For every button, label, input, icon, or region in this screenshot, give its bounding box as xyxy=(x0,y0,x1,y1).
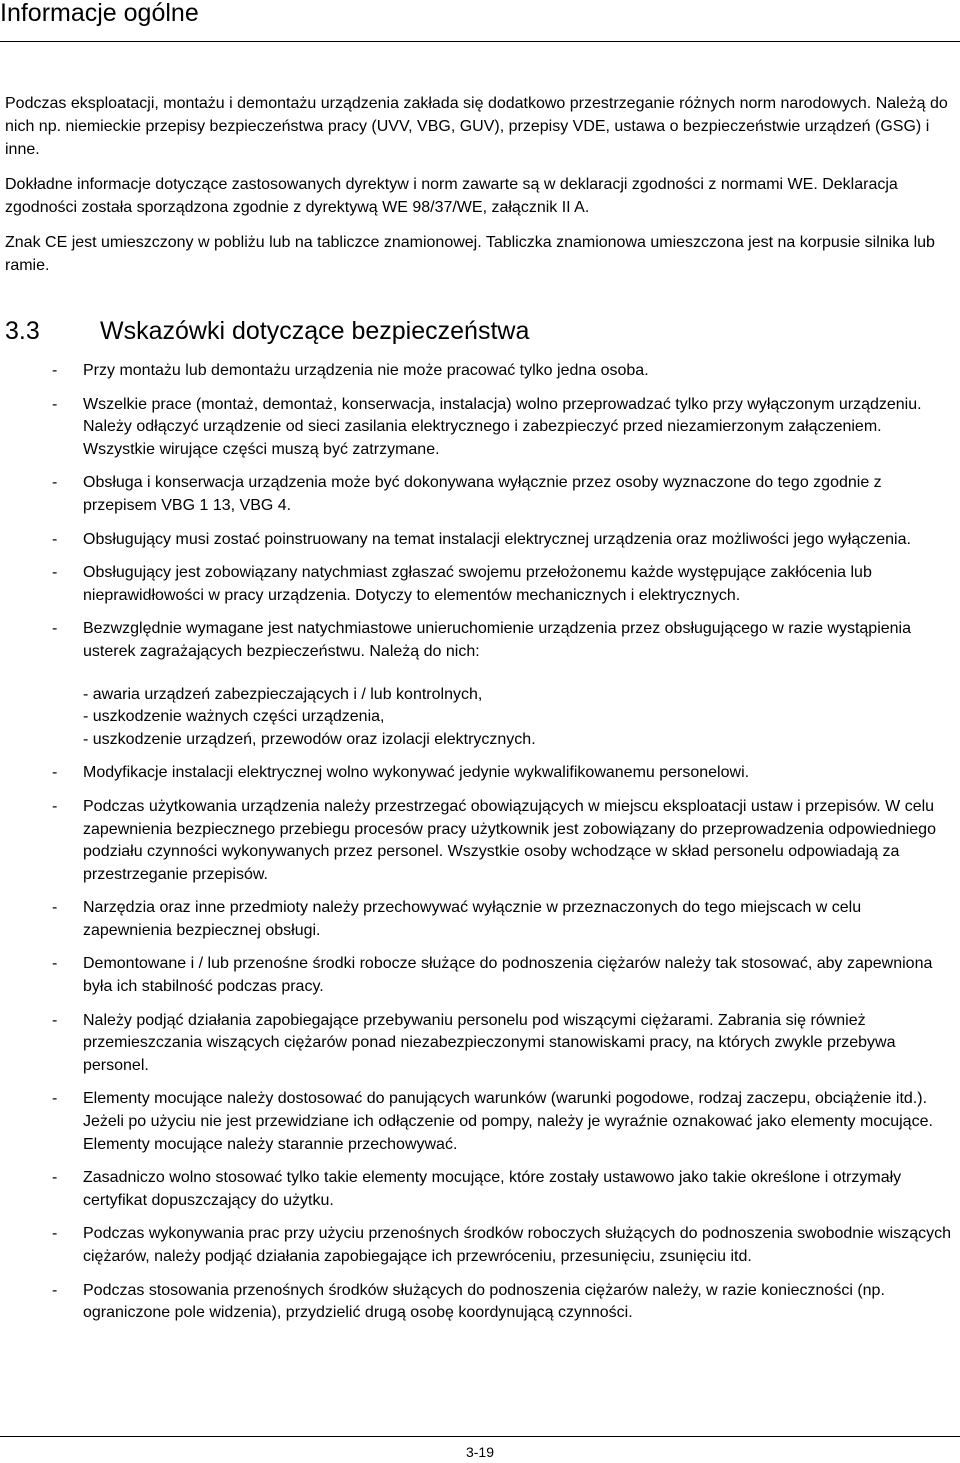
bullet-marker: - xyxy=(52,955,58,973)
list-item-text: Wszelkie prace (montaż, demontaż, konserwacja, instalacja) wolno przeprowadzać tylko przy wyłączonym urządzeniu. Należy odłączyć urządzenie od sieci zasilania elektrycznego i zabezpieczyć przed niezamierzonym załączeniem. Wszystkie wirujące części muszą być zatrzymane. xyxy=(83,395,922,458)
page-number: 3-19 xyxy=(465,1444,495,1460)
section-heading xyxy=(5,314,529,348)
hazard-item: - uszkodzenie urządzeń, przewodów oraz izolacji elektrycznych. xyxy=(83,730,536,748)
bullet-marker: - xyxy=(52,362,58,379)
list-item xyxy=(52,1088,952,1156)
bullet-marker: - xyxy=(52,899,58,917)
hazard-sublist xyxy=(83,684,952,752)
bullet-marker: - xyxy=(52,474,58,492)
list-item-text: Przy montażu lub demontażu urządzenia nie może pracować tylko jedna osoba. xyxy=(83,362,649,379)
bullet-marker: - xyxy=(52,1225,58,1243)
list-item xyxy=(52,360,952,383)
page-title: Informacje ogólne xyxy=(0,0,199,27)
bullet-marker: - xyxy=(52,1011,58,1029)
list-item xyxy=(52,897,952,942)
list-item-text: Należy podjąć działania zapobiegające przebywaniu personelu pod wiszącymi ciężarami. Zabrania się również przemieszczania wiszących ciężarów ponad niezabezpieczonymi stanowiskami pracy, na których zwykle przebywa personel. xyxy=(83,1011,896,1074)
header-divider xyxy=(0,41,960,42)
intro-paragraph-ce-mark: Znak CE jest umieszczony w pobliżu lub na tabliczce znamionowej. Tabliczka znamionowa umieszczona jest na korpusie silnika lub ramie. xyxy=(5,234,935,274)
list-item xyxy=(52,394,952,462)
list-item-text: Obsługujący jest zobowiązany natychmiast zgłaszać swojemu przełożonemu każde występujące zakłócenia lub nieprawidłowości w pracy urządzenia. Dotyczy to elementów mechanicznych i elektrycznych. xyxy=(83,564,872,604)
bullet-marker: - xyxy=(52,395,58,413)
footer-divider xyxy=(0,1436,960,1437)
list-item xyxy=(52,472,952,517)
list-item xyxy=(52,953,952,998)
hazard-item: - uszkodzenie ważnych części urządzenia, xyxy=(83,708,385,726)
list-item xyxy=(52,529,952,552)
hazard-item: - awaria urządzeń zabezpieczających i / lub kontrolnych, xyxy=(83,685,483,703)
bullet-marker: - xyxy=(52,530,58,548)
bullet-marker: - xyxy=(52,564,58,582)
list-item-text: Elementy mocujące należy dostosować do panujących warunków (warunki pogodowe, rodzaj zaczepu, obciążenie itd.). Jeżeli po użyciu nie jest przewidziane ich odłączenie od pompy, należy je wyraźnie oznakować jako elementy mocujące. Elementy mocujące należy starannie przechowywać. xyxy=(83,1090,933,1153)
list-item-text: Narzędzia oraz inne przedmioty należy przechowywać wyłącznie w przeznaczonych do tego miejscach w celu zapewnienia bezpiecznej obsługi. xyxy=(83,899,862,939)
list-item xyxy=(52,1223,952,1268)
list-item-text: Podczas użytkowania urządzenia należy przestrzegać obowiązujących w miejscu eksploatacji ustaw i przepisów. W celu zapewnienia bezpiecznego przebiegu procesów pracy użytkownik jest zobowiązany do przeprowadzenia odpowiedniego podziału czynności wykonywanych przez personel. Wszystkie osoby wchodzące w skład personelu odpowiadają za przestrzeganie przepisów. xyxy=(83,797,936,883)
list-item xyxy=(52,762,952,785)
list-item xyxy=(52,562,952,607)
bullet-marker: - xyxy=(52,1281,58,1299)
list-item xyxy=(52,618,952,751)
list-item-text: Podczas stosowania przenośnych środków służących do podnoszenia ciężarów należy, w razie konieczności (np. ograniczone pole widzenia), przydzielić drugą osobę koordynującą czynności. xyxy=(83,1281,885,1322)
bullet-marker: - xyxy=(52,797,58,815)
list-item-text: Bezwzględnie wymagane jest natychmiastowe unieruchomienie urządzenia przez obsługującego w razie wystąpienia usterek zagrażających bezpieczeństwu. Należą do nich: xyxy=(83,620,912,660)
list-item-text: Obsługa i konserwacja urządzenia może być dokonywana wyłącznie przez osoby wyznaczone do tego zgodnie z przepisem VBG 1 13, VBG 4. xyxy=(83,474,882,514)
list-item-text: Demontowane i / lub przenośne środki robocze służące do podnoszenia ciężarów należy tak stosować, aby zapewniona była ich stabilność podczas pracy. xyxy=(83,955,933,996)
list-item xyxy=(52,1010,952,1078)
intro-section xyxy=(5,92,950,289)
list-item xyxy=(52,1280,952,1325)
bullet-marker: - xyxy=(52,764,58,782)
intro-paragraph-declaration: Dokładne informacje dotyczące zastosowanych dyrektyw i norm zawarte są w deklaracji zgodności z normami WE. Deklaracja zgodności została sporządzona zgodnie z dyrektywą WE 98/37/WE, załącznik II A. xyxy=(5,176,898,216)
bullet-marker: - xyxy=(52,1090,58,1108)
list-item xyxy=(52,796,952,886)
intro-paragraph-norms: Podczas eksploatacji, montażu i demontażu urządzenia zakłada się dodatkowo przestrzeganie różnych norm narodowych. Należą do nich np. niemieckie przepisy bezpieczeństwa pracy (UVV, VBG, GUV), przepisy VDE, ustawa o bezpieczeństwie urządzeń (GSG) i inne. xyxy=(5,95,948,158)
list-item-text: Modyfikacje instalacji elektrycznej wolno wykonywać jedynie wykwalifikowanemu personelowi. xyxy=(83,764,750,782)
list-item xyxy=(52,1167,952,1212)
bullet-marker: - xyxy=(52,1169,58,1187)
list-item-text: Obsługujący musi zostać poinstruowany na temat instalacji elektrycznej urządzenia oraz możliwości jego wyłączenia. xyxy=(83,530,911,548)
list-item-text: Podczas wykonywania prac przy użyciu przenośnych środków roboczych służących do podnoszenia swobodnie wiszących ciężarów, należy podjąć działania zapobiegające ich przewróceniu, przesunięciu, zsunięciu itd. xyxy=(83,1225,951,1265)
safety-instructions-list xyxy=(52,360,952,1336)
list-item-text: Zasadniczo wolno stosować tylko takie elementy mocujące, które zostały ustawowo jako takie określone i otrzymały certyfikat dopuszczający do użytku. xyxy=(83,1169,902,1209)
section-title: Wskazówki dotyczące bezpieczeństwa xyxy=(100,317,530,345)
section-number: 3.3 xyxy=(5,317,40,345)
bullet-marker: - xyxy=(52,620,58,638)
